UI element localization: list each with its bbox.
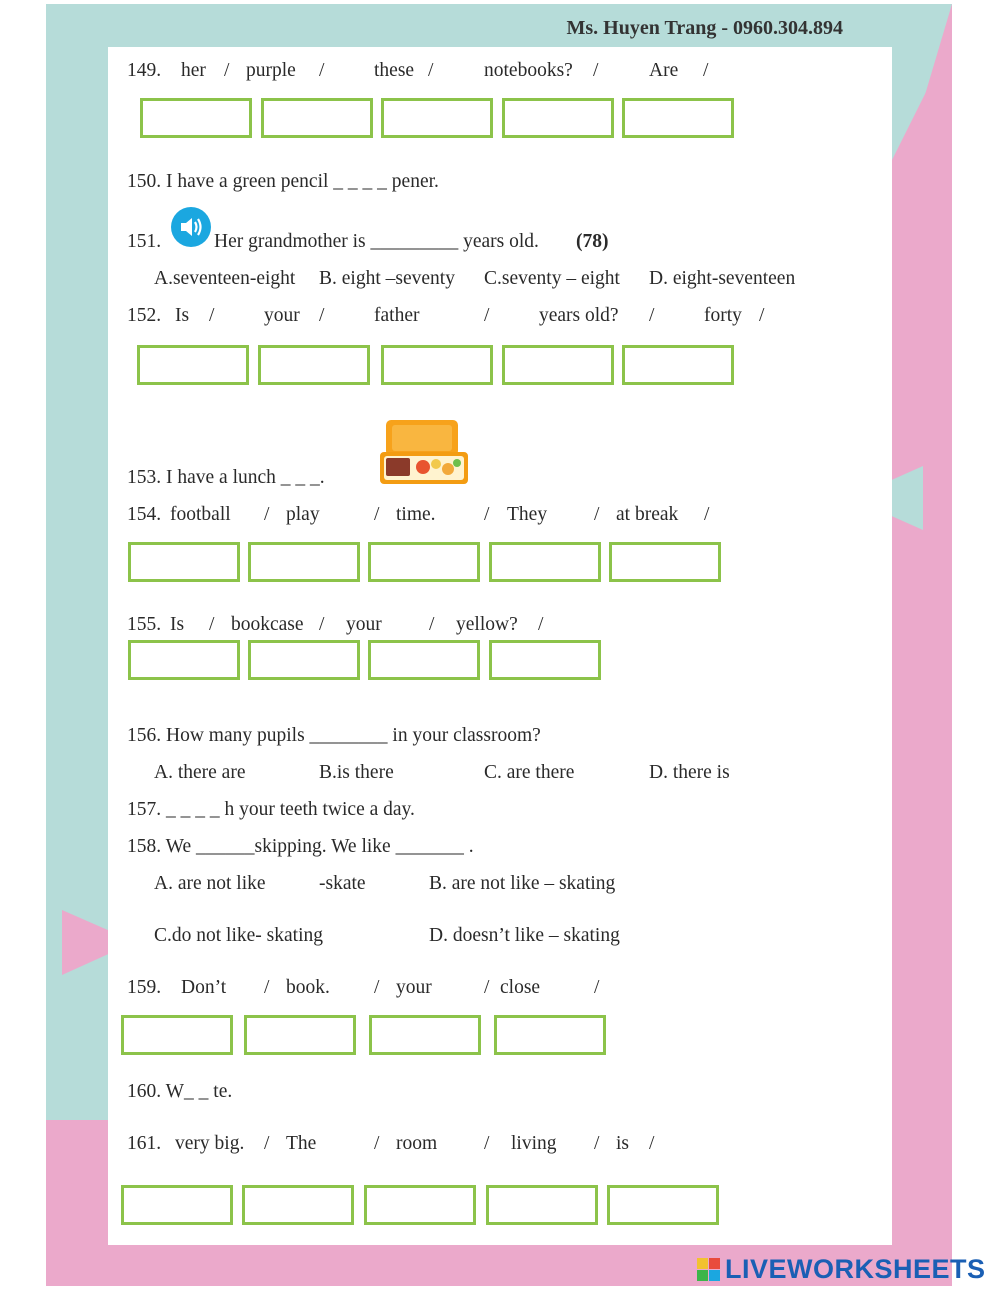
q155-slash: / [429, 614, 435, 635]
liveworksheets-brand[interactable]: LIVEWORKSHEETS [725, 1254, 986, 1284]
q149-slash: / [703, 60, 709, 81]
q151-hint: (78) [576, 231, 609, 252]
q155-answer-box-1[interactable] [128, 640, 240, 680]
liveworksheets-logo-icon [697, 1258, 721, 1282]
q152-answer-box-5[interactable] [622, 345, 734, 385]
q149-slash: / [319, 60, 325, 81]
q154-word: They [507, 504, 548, 525]
q153-text: 153. I have a lunch _ _ _. [127, 467, 325, 488]
speaker-icon [171, 207, 211, 247]
q151-option-d[interactable]: D. eight-seventeen [649, 268, 796, 289]
audio-speaker-button[interactable] [171, 207, 211, 247]
q161-answer-box-1[interactable] [121, 1185, 233, 1225]
q155-number: 155. [127, 614, 162, 635]
q159-answer-box-3[interactable] [369, 1015, 481, 1055]
q154-slash: / [594, 504, 600, 525]
q161-slash: / [264, 1133, 270, 1154]
q152-word: forty [704, 305, 742, 326]
q161-word: room [396, 1133, 438, 1154]
q154-answer-box-2[interactable] [248, 542, 360, 582]
q159-answer-box-1[interactable] [121, 1015, 233, 1055]
q155-slash: / [538, 614, 544, 635]
q152-slash: / [484, 305, 490, 326]
q149-slash: / [593, 60, 599, 81]
q161-slash: / [594, 1133, 600, 1154]
q161-answer-box-2[interactable] [242, 1185, 354, 1225]
q149-answer-box-1[interactable] [140, 98, 252, 138]
q151-option-c[interactable]: C.seventy – eight [484, 268, 620, 289]
q151-option-a[interactable]: A.seventeen-eight [154, 268, 296, 289]
q156-option-d[interactable]: D. there is [649, 762, 730, 783]
q154-answer-box-4[interactable] [489, 542, 601, 582]
q159-answer-box-4[interactable] [494, 1015, 606, 1055]
q149-answer-box-3[interactable] [381, 98, 493, 138]
q160-text: 160. W_ _ te. [127, 1081, 233, 1102]
q152-slash: / [759, 305, 765, 326]
q154-number: 154. [127, 504, 162, 525]
q161-word: living [511, 1133, 557, 1154]
q149-word: notebooks? [484, 60, 573, 81]
q161-number: 161. [127, 1133, 162, 1154]
q155-slash: / [319, 614, 325, 635]
q152-answer-box-1[interactable] [137, 345, 249, 385]
q158-option-a[interactable]: A. are not like [154, 873, 266, 894]
q155-answer-box-2[interactable] [248, 640, 360, 680]
q159-slash: / [594, 977, 600, 998]
q152-word: years old? [539, 305, 619, 326]
q161-slash: / [484, 1133, 490, 1154]
q152-slash: / [649, 305, 655, 326]
q161-word: is [616, 1133, 630, 1154]
q159-word: close [500, 977, 541, 998]
q161-answer-box-3[interactable] [364, 1185, 476, 1225]
q156-text: 156. How many pupils ________ in your classroom? [127, 725, 541, 746]
q155-slash: / [209, 614, 215, 635]
q149-word: these [374, 60, 415, 81]
q159-slash: / [374, 977, 380, 998]
q159-number: 159. [127, 977, 162, 998]
q152-number: 152. [127, 305, 162, 326]
q152-slash: / [319, 305, 325, 326]
q149-word: purple [246, 60, 296, 81]
q155-answer-box-4[interactable] [489, 640, 601, 680]
q161-answer-box-4[interactable] [486, 1185, 598, 1225]
q159-word: your [396, 977, 432, 998]
q154-word: play [286, 504, 320, 525]
q149-number: 149. [127, 60, 162, 81]
q154-slash: / [264, 504, 270, 525]
q151-text: Her grandmother is _________ years old. [214, 231, 539, 252]
q155-word: Is [170, 614, 185, 635]
q155-answer-box-3[interactable] [368, 640, 480, 680]
lunchbox-icon [378, 418, 470, 488]
q154-word: football [170, 504, 231, 525]
q158-option-c[interactable]: C.do not like- skating [154, 925, 323, 946]
q149-word: Are [649, 60, 679, 81]
q155-word: your [346, 614, 382, 635]
q156-option-a[interactable]: A. there are [154, 762, 246, 783]
q154-slash: / [484, 504, 490, 525]
q149-word: her [181, 60, 206, 81]
q161-slash: / [649, 1133, 655, 1154]
q154-answer-box-3[interactable] [368, 542, 480, 582]
q152-word: Is [175, 305, 190, 326]
q154-word: time. [396, 504, 436, 525]
q149-answer-box-4[interactable] [502, 98, 614, 138]
q159-word: Don’t [181, 977, 227, 998]
q156-option-b[interactable]: B.is there [319, 762, 394, 783]
q159-word: book. [286, 977, 330, 998]
q149-answer-box-2[interactable] [261, 98, 373, 138]
q159-answer-box-2[interactable] [244, 1015, 356, 1055]
q158-option-b[interactable]: B. are not like – skating [429, 873, 616, 894]
q159-slash: / [264, 977, 270, 998]
q154-answer-box-1[interactable] [128, 542, 240, 582]
q154-slash: / [374, 504, 380, 525]
q150-text: 150. I have a green pencil _ _ _ _ pener. [127, 171, 439, 192]
q154-word: at break [616, 504, 679, 525]
q149-slash: / [428, 60, 434, 81]
q161-answer-box-5[interactable] [607, 1185, 719, 1225]
q152-answer-box-4[interactable] [502, 345, 614, 385]
q149-answer-box-5[interactable] [622, 98, 734, 138]
q159-slash: / [484, 977, 490, 998]
q152-answer-box-3[interactable] [381, 345, 493, 385]
q155-word: yellow? [456, 614, 518, 635]
q151-number: 151. [127, 231, 162, 252]
q161-word: The [286, 1133, 317, 1154]
q149-slash: / [224, 60, 230, 81]
q158-text: 158. We ______skipping. We like _______ . [127, 836, 474, 857]
q155-word: bookcase [231, 614, 304, 635]
q152-slash: / [209, 305, 215, 326]
q154-slash: / [704, 504, 710, 525]
q161-word: very big. [175, 1133, 245, 1154]
q152-word: your [264, 305, 300, 326]
q156-option-c[interactable]: C. are there [484, 762, 575, 783]
q152-answer-box-2[interactable] [258, 345, 370, 385]
q154-answer-box-5[interactable] [609, 542, 721, 582]
q158-option-a-part[interactable]: -skate [319, 873, 366, 894]
q161-slash: / [374, 1133, 380, 1154]
q158-option-d[interactable]: D. doesn’t like – skating [429, 925, 620, 946]
q152-word: father [374, 305, 420, 326]
author-header: Ms. Huyen Trang - 0960.304.894 [566, 17, 843, 39]
q151-option-b[interactable]: B. eight –seventy [319, 268, 455, 289]
q157-text: 157. _ _ _ _ h your teeth twice a day. [127, 799, 415, 820]
